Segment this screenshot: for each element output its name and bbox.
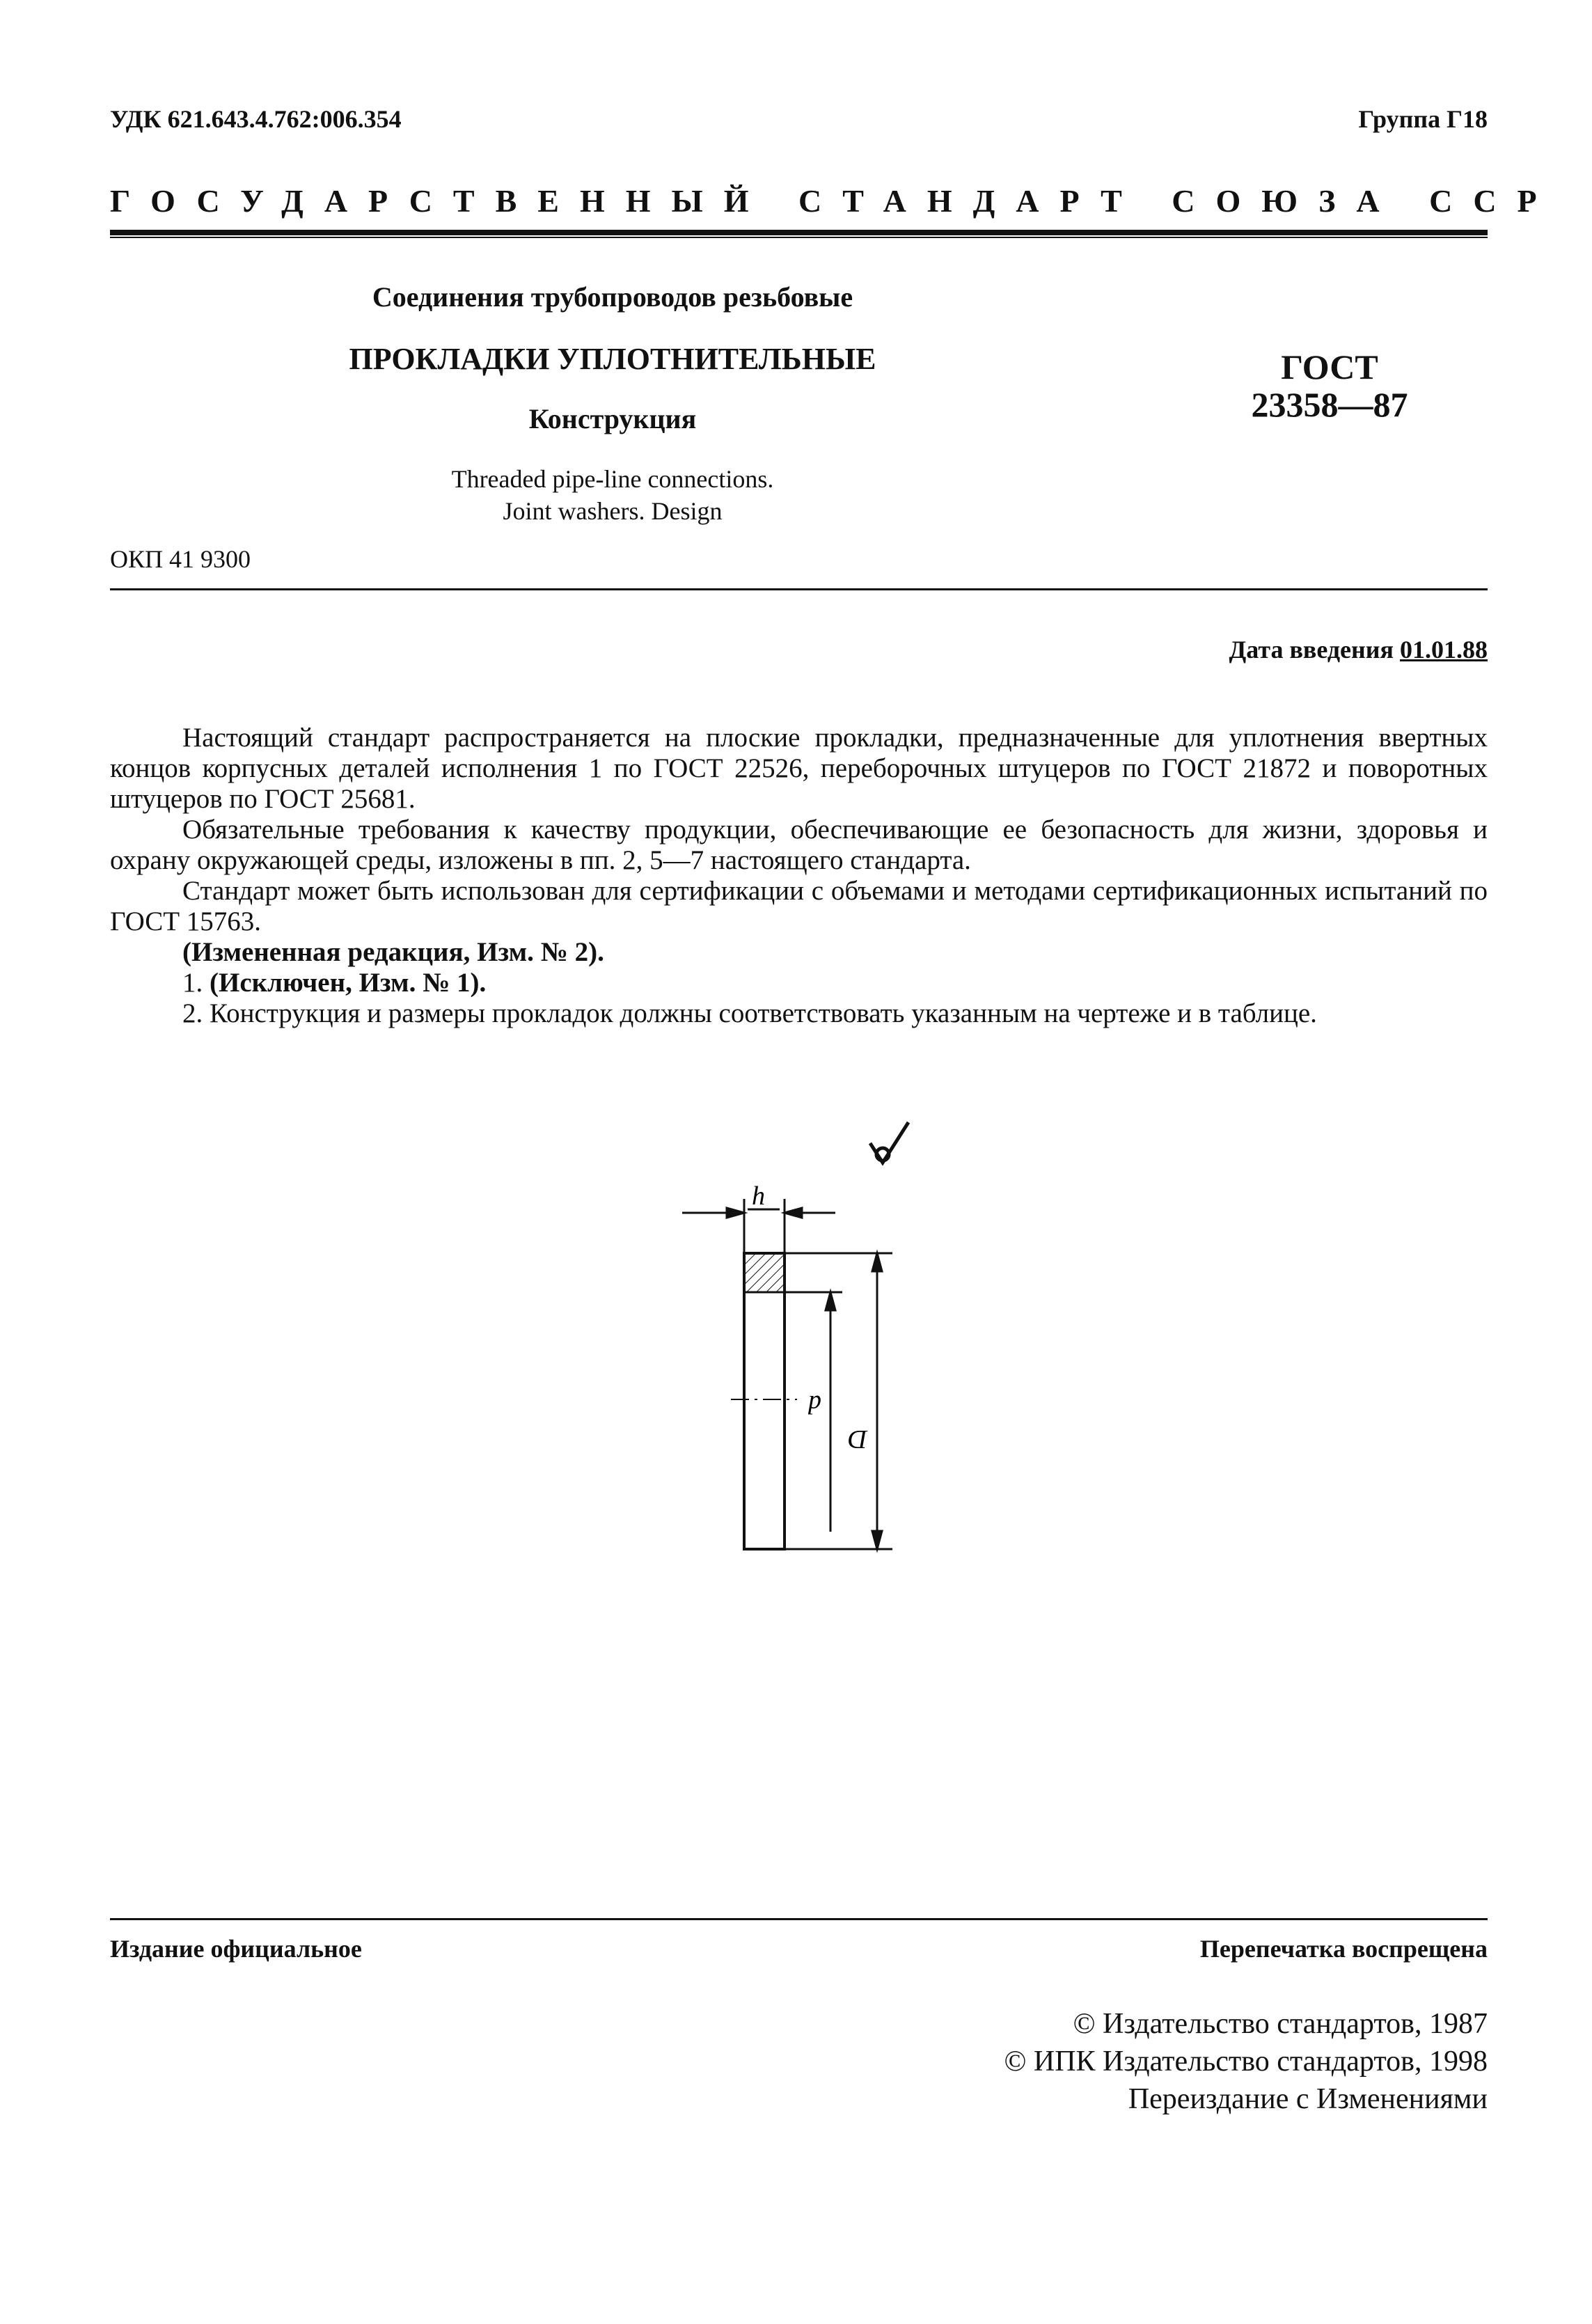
copyright-1987: © Издательство стандартов, 1987	[1073, 2008, 1488, 2040]
header-rule-thick	[110, 230, 1488, 235]
english-title-line2: Joint washers. Design	[503, 497, 723, 525]
reprint-prohibited: Перепечатка воспрещена	[1199, 1935, 1488, 1963]
label-D: D	[848, 1424, 867, 1454]
reissue-note: Переиздание с Изменениями	[1128, 2083, 1488, 2115]
header-rule-thin	[110, 237, 1488, 238]
clause-1-number: 1.	[182, 968, 203, 998]
clause-1-text: (Исключен, Изм. № 1).	[210, 968, 487, 998]
label-d: d	[808, 1390, 821, 1419]
introduction-date-value: 01.01.88	[1400, 636, 1488, 664]
gost-designation	[1211, 348, 1448, 423]
document-subtitle: Соединения трубопроводов резьбовые	[372, 281, 853, 313]
okp-code: ОКП 41 9300	[110, 545, 251, 573]
roughness-symbol	[870, 1122, 908, 1163]
document-subtitle-design: Конструкция	[528, 403, 697, 434]
standard-banner: ГОСУДАРСТВЕННЫЙ СТАНДАРТ СОЮЗА ССР	[110, 183, 1558, 219]
copyright-1998: © ИПК Издательство стандартов, 1998	[1004, 2046, 1488, 2078]
document-title: ПРОКЛАДКИ УПЛОТНИТЕЛЬНЫЕ	[349, 342, 876, 376]
paragraph-requirements: Обязательные требования к качеству продукции, обеспечивающие ее безопасность для жизни, здоровья и охрану окружающей среды, изложены в пп. 2, 5—7 настоящего стандарта.	[110, 815, 1488, 875]
washer-drawing	[668, 1114, 933, 1587]
gost-label: ГОСТ	[1281, 347, 1378, 386]
copyright-block	[1004, 2005, 1488, 2118]
dimension-D	[785, 1253, 892, 1549]
paragraph-amendment-note: (Измененная редакция, Изм. № 2).	[182, 937, 604, 967]
section-rule	[110, 588, 1488, 590]
label-h: h	[752, 1181, 765, 1211]
introduction-date-label: Дата введения	[1229, 636, 1394, 664]
udk-code: УДК 621.643.4.762:006.354	[110, 105, 402, 133]
gost-number: 23358—87	[1251, 385, 1408, 424]
paragraph-clause-2: 2. Конструкция и размеры прокладок должны соответствовать указанным на чертеже и в таблице.	[182, 998, 1317, 1028]
english-title	[278, 463, 947, 527]
english-title-line1: Threaded pipe-line connections.	[451, 465, 774, 493]
group-code: Группа Г18	[1358, 105, 1488, 133]
official-edition: Издание официальное	[110, 1935, 362, 1963]
footer-rule	[110, 1918, 1488, 1920]
washer-section-outline	[744, 1253, 785, 1549]
washer-hatch	[746, 1255, 783, 1292]
document-body	[110, 723, 1488, 1029]
introduction-date	[1229, 635, 1488, 664]
paragraph-clause-1	[110, 968, 1488, 998]
paragraph-certification: Стандарт может быть использован для сертификации с объемами и методами сертификационных испытаний по ГОСТ 15763.	[110, 876, 1488, 936]
paragraph-scope: Настоящий стандарт распространяется на плоские прокладки, предназначенные для уплотнения ввертных концов корпусных деталей исполнения 1 по ГОСТ 22526, переборочных штуцеров по ГОСТ 21872 и поворотных штуцеров по ГОСТ 25681.	[110, 723, 1488, 814]
